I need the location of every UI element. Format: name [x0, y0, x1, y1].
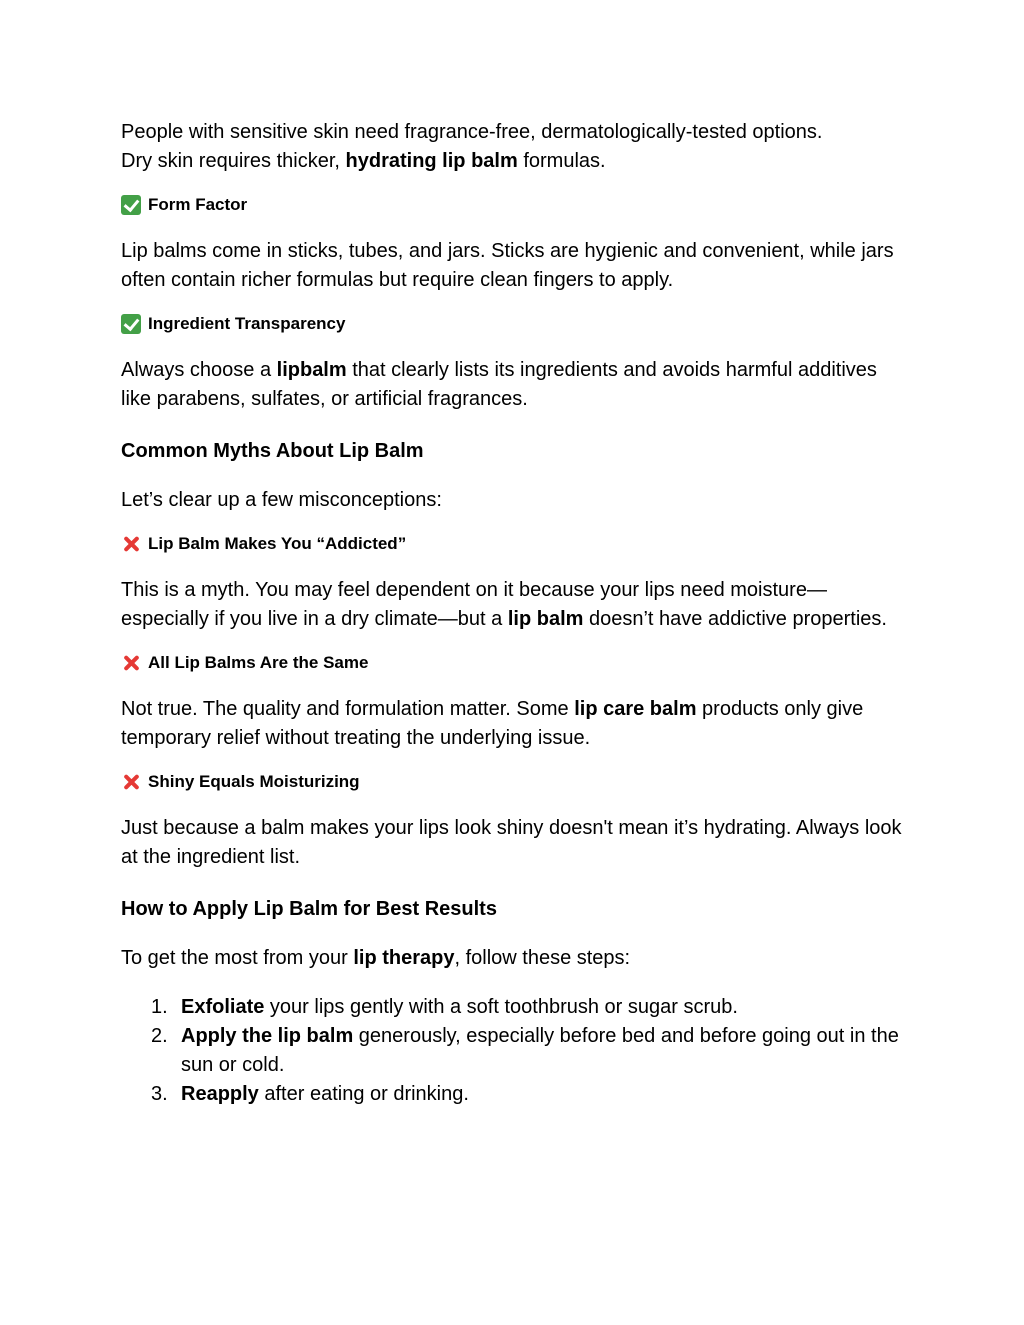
- cross-mark-icon: [121, 653, 141, 673]
- step-number: 1.: [151, 996, 168, 1018]
- document-page: [121, 118, 911, 1109]
- intro-line2-pre: Dry skin requires thicker,: [121, 150, 346, 172]
- cross-mark-icon: [121, 772, 141, 792]
- apply-intro-pre: To get the most from your: [121, 947, 354, 969]
- myth1-subheading: [121, 532, 911, 556]
- myths-heading: Common Myths About Lip Balm: [121, 440, 424, 462]
- myth3-paragraph: Just because a balm makes your lips look shiny doesn't mean it’s hydrating. Always look at the ingredient list.: [121, 817, 902, 868]
- step-bold: Apply the lip balm: [181, 1025, 354, 1047]
- myth3-title: Shiny Equals Moisturizing: [148, 772, 360, 791]
- myth2-paragraph: [121, 695, 911, 753]
- ingredient-transparency-paragraph: [121, 356, 911, 414]
- apply-heading: How to Apply Lip Balm for Best Results: [121, 898, 497, 920]
- step-text: after eating or drinking.: [258, 1083, 469, 1105]
- step-bold: Reapply: [181, 1083, 259, 1105]
- list-item: [121, 1080, 911, 1109]
- form-factor-title: Form Factor: [148, 195, 248, 214]
- check-mark-icon: [121, 314, 141, 334]
- list-item: [121, 993, 911, 1022]
- step-number: 3.: [151, 1083, 168, 1105]
- ingredient-text-bold: lipbalm: [276, 359, 347, 381]
- ingredient-text-pre: Always choose a: [121, 359, 277, 381]
- intro-line2-bold: hydrating lip balm: [345, 150, 518, 172]
- myths-intro: Let’s clear up a few misconceptions:: [121, 489, 442, 511]
- check-mark-icon: [121, 195, 141, 215]
- intro-line2-post: formulas.: [517, 150, 606, 172]
- myth3-subheading: [121, 770, 911, 794]
- step-text: your lips gently with a soft toothbrush or sugar scrub.: [264, 996, 738, 1018]
- myth2-title: All Lip Balms Are the Same: [148, 653, 369, 672]
- myth1-title: Lip Balm Makes You “Addicted”: [148, 534, 407, 553]
- ingredient-transparency-title: Ingredient Transparency: [148, 314, 346, 333]
- list-item: [121, 1022, 911, 1080]
- myth2-subheading: [121, 651, 911, 675]
- intro-line1: People with sensitive skin need fragrance-free, dermatologically-tested options.: [121, 121, 823, 143]
- form-factor-paragraph: Lip balms come in sticks, tubes, and jars. Sticks are hygienic and convenient, while jars often contain richer formulas but require clean fingers to apply.: [121, 240, 894, 291]
- apply-intro-post: , follow these steps:: [454, 947, 631, 969]
- apply-intro-bold: lip therapy: [353, 947, 455, 969]
- form-factor-subheading: [121, 193, 911, 217]
- ingredient-text-post: that clearly lists its ingredients and avoids harmful additives like parabens, sulfates, or artificial fragrances.: [121, 359, 877, 410]
- myth2-text-pre: Not true. The quality and formulation matter. Some: [121, 698, 575, 720]
- myth1-text-bold: lip balm: [507, 608, 584, 630]
- ingredient-transparency-subheading: [121, 312, 911, 336]
- myth1-text-pre: This is a myth. You may feel dependent on it because your lips need moisture—especially if you live in a dry climate—but a: [121, 579, 827, 630]
- step-text: generously, especially before bed and before going out in the sun or cold.: [181, 1025, 899, 1076]
- step-bold: Exfoliate: [181, 996, 265, 1018]
- myth1-paragraph: [121, 576, 911, 634]
- cross-mark-icon: [121, 534, 141, 554]
- steps-list: [121, 993, 911, 1109]
- step-number: 2.: [151, 1025, 168, 1047]
- myth2-text-post: products only give temporary relief without treating the underlying issue.: [121, 698, 864, 749]
- intro-paragraph: [121, 118, 911, 176]
- myth2-text-bold: lip care balm: [574, 698, 697, 720]
- myth1-text-post: doesn’t have addictive properties.: [583, 608, 887, 630]
- apply-intro: [121, 944, 911, 973]
